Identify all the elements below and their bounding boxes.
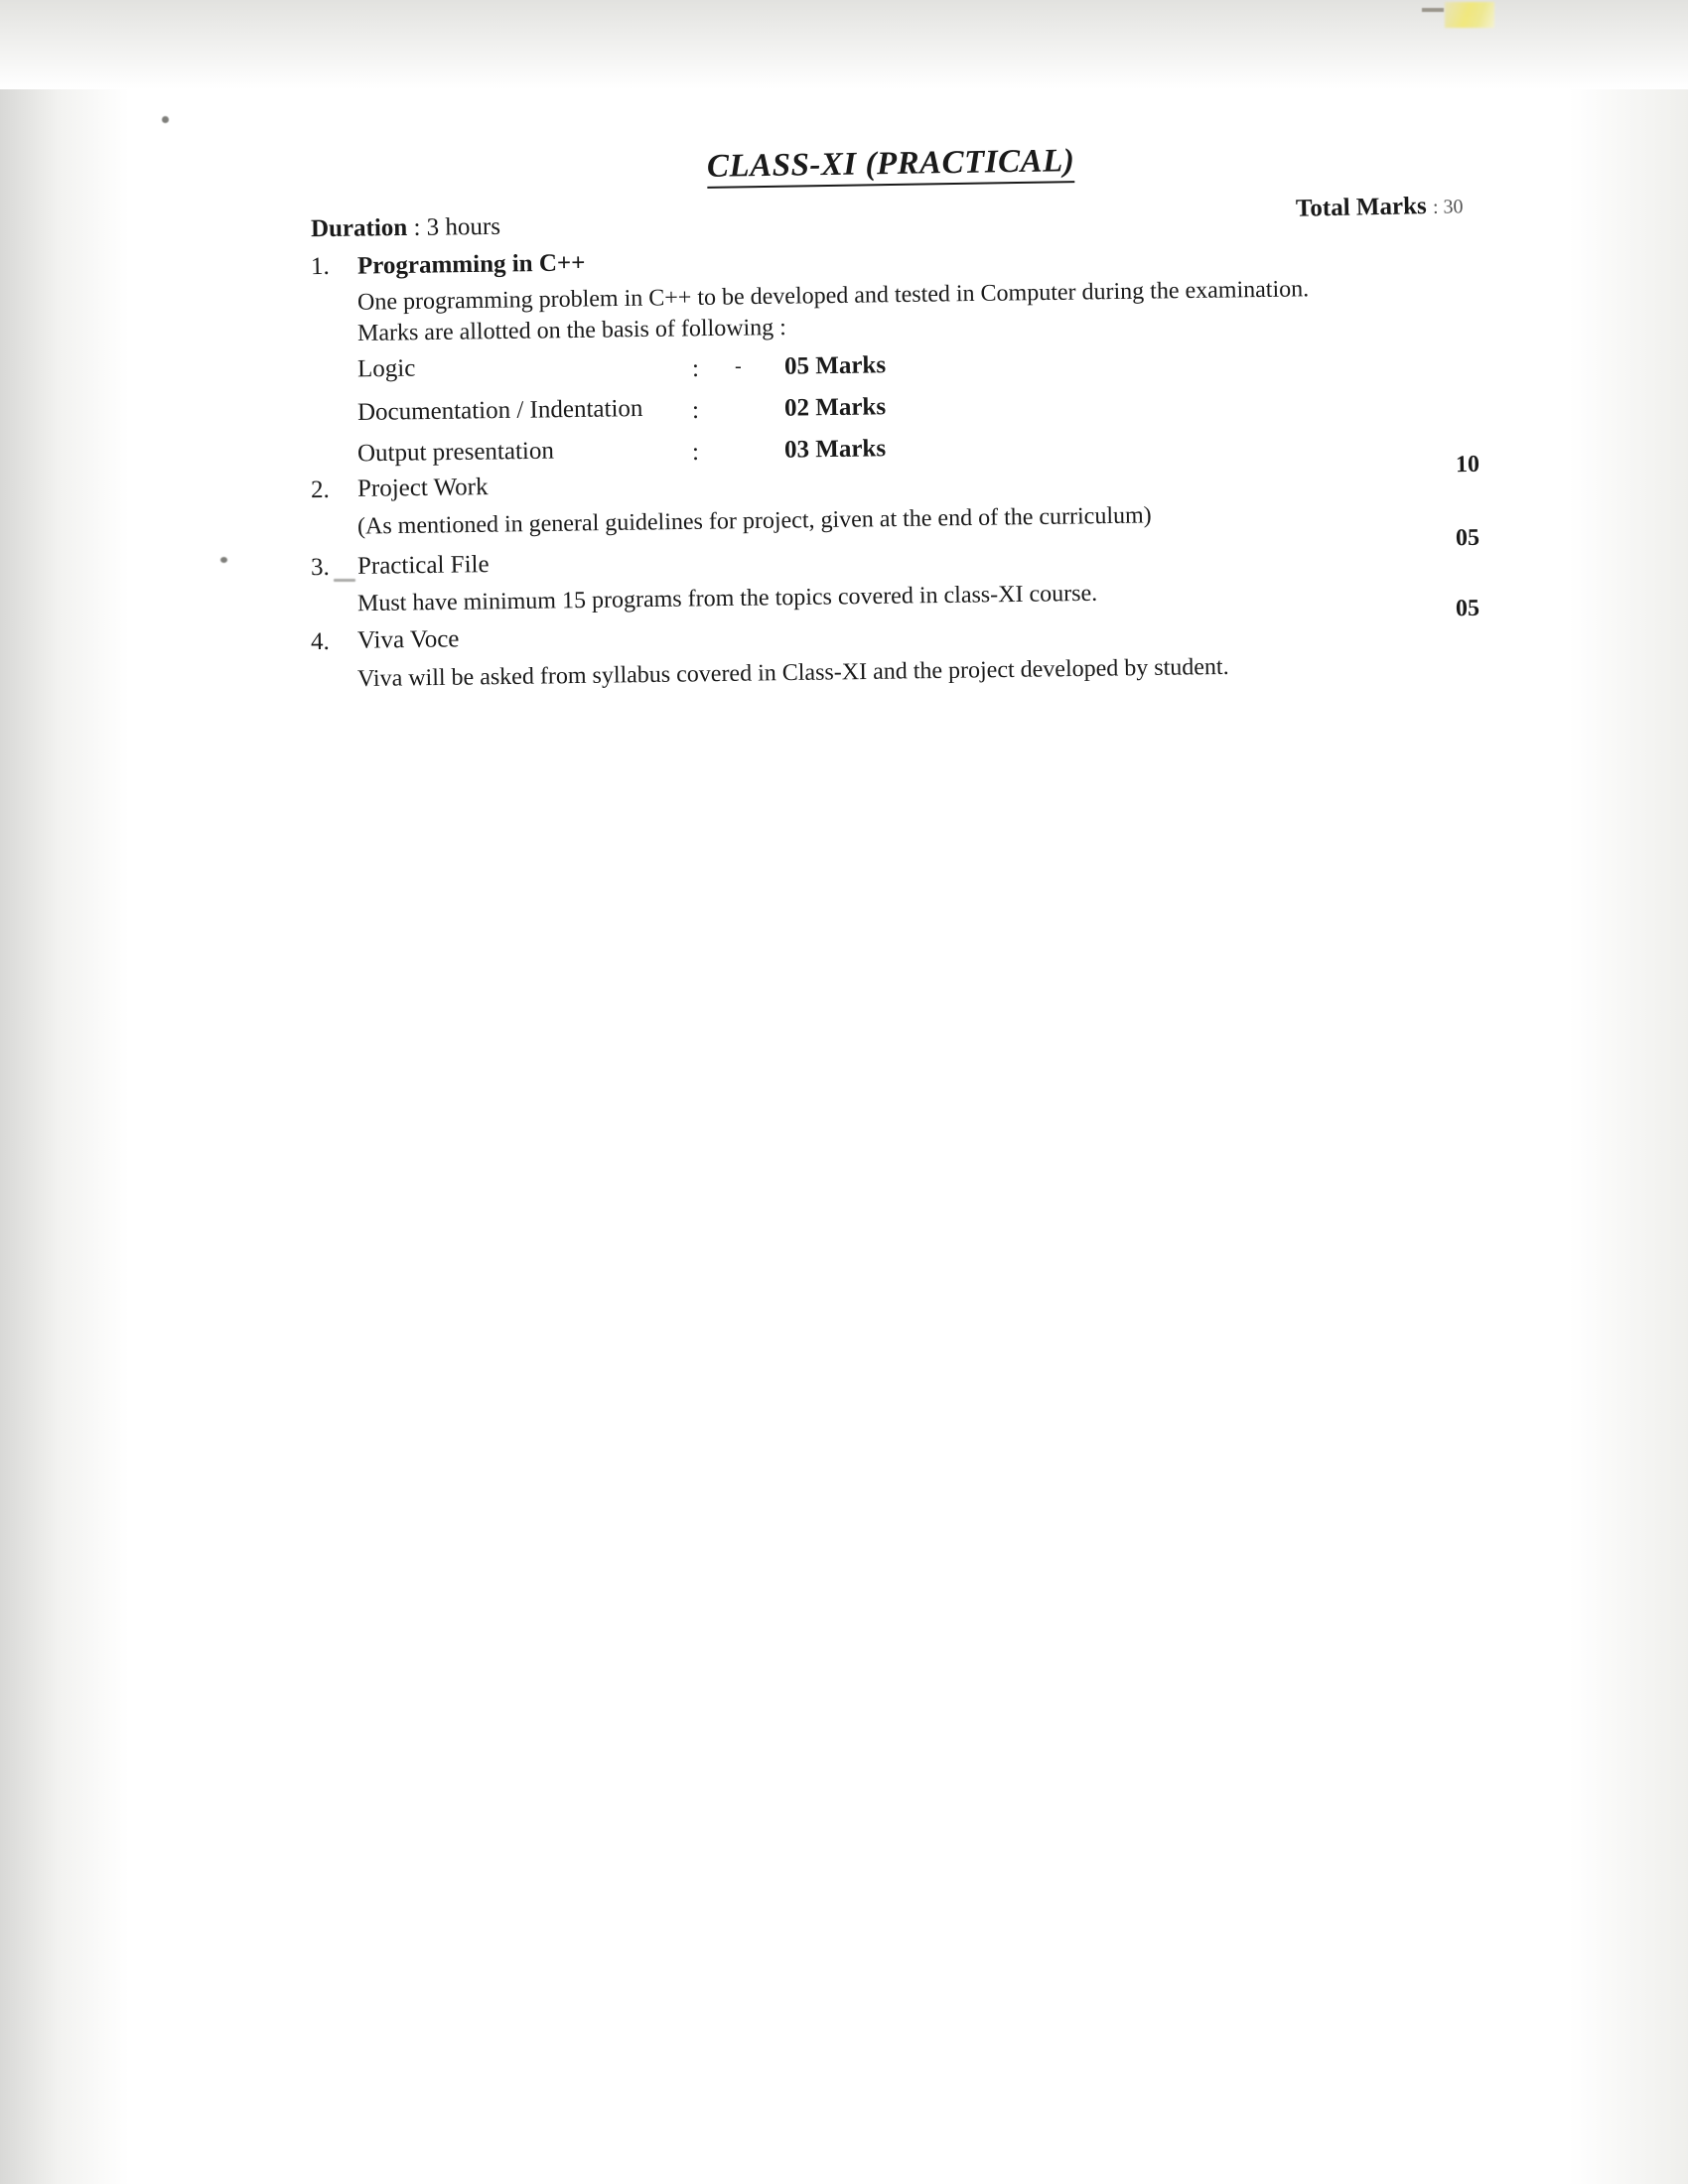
criteria-separator: : (691, 438, 700, 467)
item-body-line: Viva will be asked from syllabus covered in Class-XI and the project developed by student. (356, 653, 1229, 693)
page-title-text: CLASS-XI (PRACTICAL) (707, 143, 1075, 189)
item-body-line: Marks are allotted on the basis of following : (356, 314, 787, 347)
item-total-marks-practical-file: 05 (1455, 595, 1480, 622)
page-title (707, 143, 1075, 186)
duration-label: Duration (310, 213, 408, 243)
item-heading-viva-voce: Viva Voce (356, 625, 460, 654)
duration-line (311, 213, 500, 243)
item-total-marks-programming: 10 (1455, 451, 1480, 478)
list-number: 4. (310, 627, 330, 656)
item-heading-project-work: Project Work (356, 474, 489, 502)
criteria-label-documentation: Documentation / Indentation (356, 394, 643, 427)
list-number: 3. (310, 553, 330, 582)
item-body-line: One programming problem in C++ to be developed and tested in Computer during the examination. (356, 276, 1310, 316)
criteria-marks-logic: 05 Marks (783, 351, 887, 380)
total-marks-value: : 30 (1432, 196, 1464, 218)
criteria-separator: : (691, 396, 700, 425)
item-total-marks-project-work: 05 (1455, 524, 1480, 552)
item-body-line: (As mentioned in general guidelines for project, given at the end of the curriculum) (356, 502, 1152, 540)
duration-value: : 3 hours (413, 212, 501, 241)
total-marks-label: Total Marks (1295, 193, 1427, 222)
list-number: 2. (310, 476, 330, 504)
criteria-dash: - (734, 354, 742, 378)
criteria-marks-output: 03 Marks (783, 435, 887, 464)
criteria-marks-documentation: 02 Marks (783, 393, 887, 422)
item-heading-practical-file: Practical File (356, 551, 490, 580)
item-body-line: Must have minimum 15 programs from the topics covered in class-XI course. (356, 580, 1098, 617)
list-number: 1. (310, 252, 330, 281)
total-marks-line (1296, 192, 1464, 223)
criteria-label-logic: Logic (356, 354, 416, 383)
criteria-label-output: Output presentation (356, 437, 555, 468)
criteria-separator: : (691, 354, 700, 383)
item-heading-programming: Programming in C++ (356, 249, 586, 280)
